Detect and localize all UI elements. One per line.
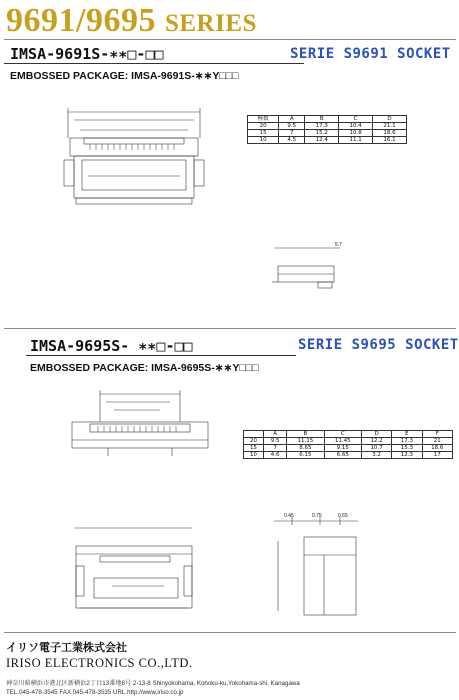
- table-cell: 15: [248, 130, 279, 137]
- table-cell: 16.1: [373, 137, 407, 144]
- company-contact: TEL.045-478-3545 FAX.045-478-3535 URL.http://www.iriso.co.jp: [6, 689, 184, 696]
- table-header-row: [244, 431, 453, 438]
- series-title: [6, 2, 257, 40]
- dim-label-0-45: 0.45: [284, 513, 294, 519]
- table-header-cell: D: [361, 431, 391, 438]
- table-header-cell: F: [422, 431, 452, 438]
- table-cell: 7: [279, 130, 305, 137]
- table-row: [244, 452, 453, 459]
- table-cell: 10.4: [339, 123, 373, 130]
- table-cell: 10: [244, 452, 264, 459]
- table-cell: 15.2: [305, 130, 339, 137]
- table-cell: 17.3: [392, 438, 422, 445]
- table-header-cell: C: [324, 431, 361, 438]
- table-header-cell: B: [305, 116, 339, 123]
- table-cell: 9.5: [279, 123, 305, 130]
- drawing-9695-side-view: [268, 515, 363, 625]
- table-cell: 15: [244, 445, 264, 452]
- table-cell: 17.3: [305, 123, 339, 130]
- package-label-9691: EMBOSSED PACKAGE: IMSA-9691S-∗∗Y□□□: [10, 70, 239, 82]
- table-cell: 12.3: [392, 452, 422, 459]
- part-number-9691: IMSA-9691S-∗∗□-□□: [10, 45, 164, 63]
- table-cell: 11.15: [287, 438, 324, 445]
- dim-label-5-7: 5.7: [335, 242, 342, 248]
- table-cell: 8.65: [287, 445, 324, 452]
- table-header-row: [248, 116, 407, 123]
- table-cell: 10.7: [361, 445, 391, 452]
- package-label-9695: EMBOSSED PACKAGE: IMSA-9695S-∗∗Y□□□: [30, 362, 259, 374]
- company-address: 神奈川県横浜市港北区新横浜2丁目13番地8号 2-13-8 Shinyokohama, Kohoku-ku,Yokohama-shi, Kanagawa: [6, 680, 300, 687]
- company-name-jp: イリソ電子工業株式会社: [6, 641, 127, 654]
- table-header-cell: D: [373, 116, 407, 123]
- table-cell: 6.65: [324, 452, 361, 459]
- table-cell: 17: [422, 452, 452, 459]
- table-row: [248, 123, 407, 130]
- section2-underline: [26, 355, 296, 356]
- drawing-9691-side-view: [270, 242, 345, 297]
- table-header-cell: A: [263, 431, 286, 438]
- table-cell: 4.6: [263, 452, 286, 459]
- table-cell: 9.5: [263, 438, 286, 445]
- header-divider: [4, 39, 456, 40]
- dim-label-0-65: 0.65: [338, 513, 348, 519]
- table-cell: 12.2: [361, 438, 391, 445]
- table-row: [248, 130, 407, 137]
- table-cell: 4.5: [279, 137, 305, 144]
- section1-underline: [4, 63, 304, 64]
- company-name-en: IRISO ELECTRONICS CO.,LTD.: [6, 656, 193, 670]
- table-cell: 21: [422, 438, 452, 445]
- drawing-9695-bottom-view: [72, 520, 202, 620]
- serie-label-9695: SERIE S9695 SOCKET: [298, 337, 459, 353]
- table-header-cell: A: [279, 116, 305, 123]
- table-cell: 10.8: [339, 130, 373, 137]
- table-cell: 18.6: [373, 130, 407, 137]
- table-row: [248, 137, 407, 144]
- series-word: SERIES: [164, 10, 257, 37]
- dim-label-0-75: 0.75: [312, 513, 322, 519]
- table-cell: 15.3: [392, 445, 422, 452]
- table-cell: 6.15: [287, 452, 324, 459]
- table-cell: 20: [248, 123, 279, 130]
- serie-label-9691: SERIE S9691 SOCKET: [290, 46, 451, 62]
- table-cell: 18.6: [422, 445, 452, 452]
- table-cell: 12.4: [305, 137, 339, 144]
- table-cell: 10: [248, 137, 279, 144]
- drawing-9695-front-view: [70, 388, 210, 468]
- table-cell: 7: [263, 445, 286, 452]
- table-cell: 9.15: [324, 445, 361, 452]
- table-cell: 11.1: [339, 137, 373, 144]
- table-row: [244, 438, 453, 445]
- drawing-9691-top-view: [60, 98, 210, 213]
- part-number-9695: IMSA-9695S- ∗∗□-□□: [30, 337, 193, 355]
- table-cell: 20: [244, 438, 264, 445]
- dimension-table-9691: [247, 115, 407, 144]
- table-cell: 3.2: [361, 452, 391, 459]
- table-cell: 11.45: [324, 438, 361, 445]
- table-header-cell: B: [287, 431, 324, 438]
- series-number: 9691/9695: [6, 2, 156, 39]
- table-row: [244, 445, 453, 452]
- table-header-cell: C: [339, 116, 373, 123]
- dimension-table-9695: [243, 430, 453, 459]
- section-divider: [4, 328, 456, 329]
- table-header-cell: 極数: [248, 116, 279, 123]
- table-header-cell: E: [392, 431, 422, 438]
- table-header-cell: [244, 431, 264, 438]
- footer-divider: [4, 632, 456, 633]
- table-cell: 21.1: [373, 123, 407, 130]
